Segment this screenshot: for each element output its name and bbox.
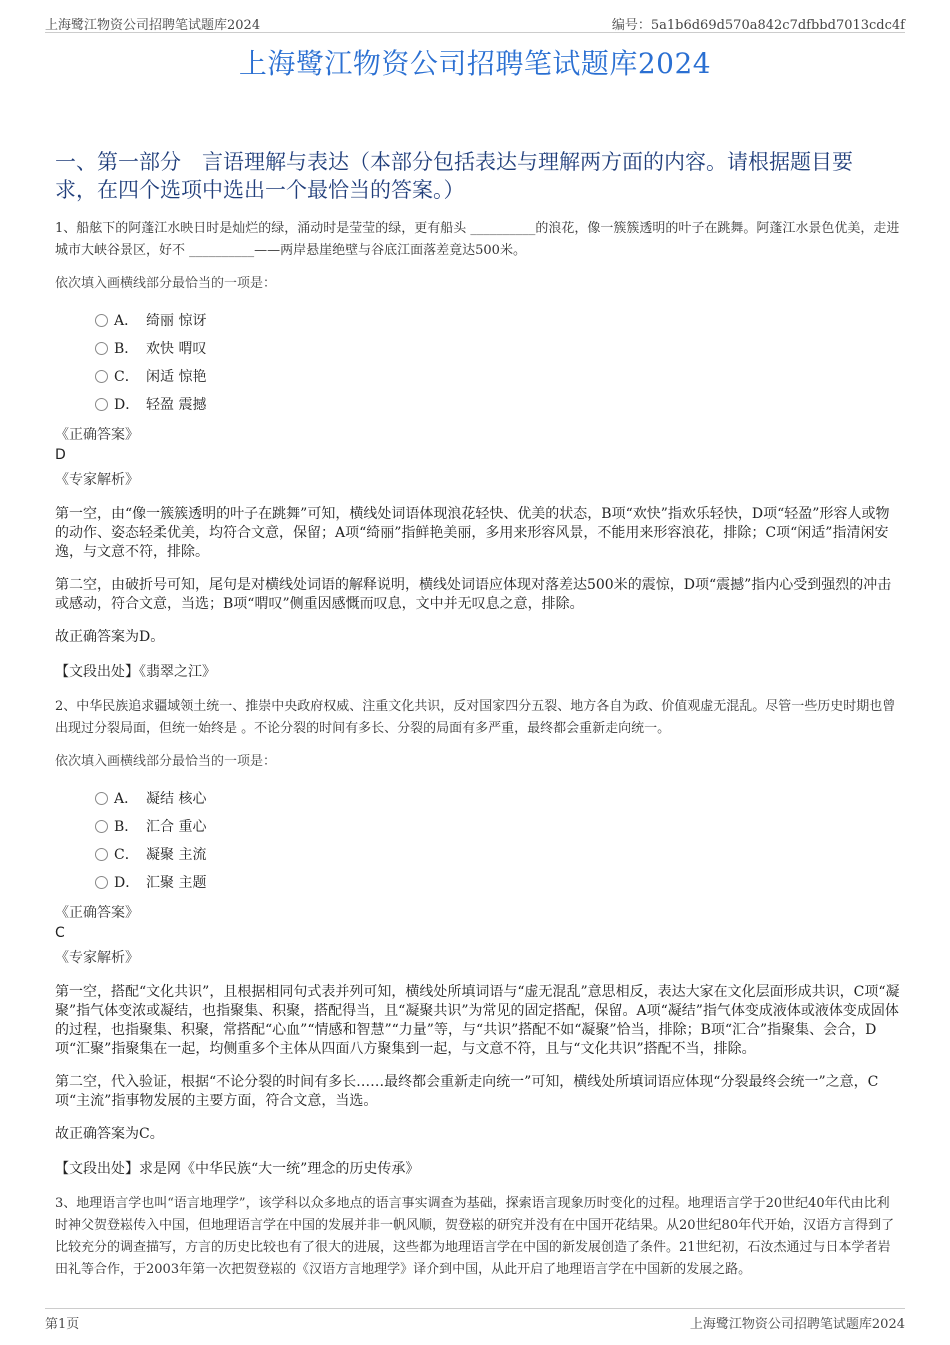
analysis-tag: 《专家解析》 [55, 950, 139, 966]
question-1-text: 1、船舷下的阿蓬江水映日时是灿烂的绿，涌动时是莹莹的绿，更有船头 __________的浪花，像一簇簇透明的叶子在跳舞。阿蓬江水景色优美，走进城市大峡谷景区，好不 __________——两岸悬崖绝壁与谷底江面落差竟达500米。 [55, 221, 900, 258]
analysis-conclusion: 故正确答案为D。 [55, 629, 165, 645]
answer-tag: 《正确答案》 [55, 427, 139, 443]
analysis-tag: 《专家解析》 [55, 472, 139, 488]
source-citation: 【文段出处】《翡翠之江》 [55, 664, 216, 680]
question-1-prompt: 依次填入画横线部分最恰当的一项是： [55, 276, 277, 291]
question-2-options [95, 785, 900, 897]
radio-icon[interactable] [95, 820, 108, 833]
question-2-text: 2、中华民族追求疆域领土统一、推崇中央政府权威、注重文化共识，反对国家四分五裂、地方各自为政、价值观虚无混乱。尽管一些历史时期也曾出现过分裂局面，但统一始终是 。不论分裂的时间有多长、分裂的局面有多严重，最终都会重新走向统一。 [55, 699, 896, 736]
option-a[interactable]: A． 绮丽 惊讶 [95, 307, 900, 335]
radio-icon[interactable] [95, 848, 108, 861]
radio-icon[interactable] [95, 876, 108, 889]
radio-icon[interactable] [95, 370, 108, 383]
radio-icon[interactable] [95, 314, 108, 327]
answer-value: C [55, 925, 65, 941]
header-doc-id: 编号：5a1b6d69d570a842c7dfbbd7013cdc4f [611, 18, 905, 33]
analysis-paragraph: 第二空，由破折号可知，尾句是对横线处词语的解释说明，横线处词语应体现对落差达500米的震惊，D项“震撼”指内心受到强烈的冲击或感动，符合文意，当选；B项“喟叹”侧重因感慨而叹息，文中并无叹息之意，排除。 [55, 577, 892, 612]
option-d[interactable]: D． 汇聚 主题 [95, 869, 900, 897]
section-heading: 一、第一部分 言语理解与表达（本部分包括表达与理解两方面的内容。请根据题目要求，在四个选项中选出一个最恰当的答案。） [55, 150, 853, 202]
analysis-paragraph: 第一空，由“像一簇簇透明的叶子在跳舞”可知，横线处词语体现浪花轻快、优美的状态，B项“欢快”指欢乐轻快，D项“轻盈”形容人或物的动作、姿态轻柔优美，均符合文意，保留；A项“绮丽”指鲜艳美丽，多用来形容风景，不能用来形容浪花，排除；C项“闲适”指清闲安逸，与文意不符，排除。 [55, 506, 890, 560]
option-b[interactable]: B． 汇合 重心 [95, 813, 900, 841]
radio-icon[interactable] [95, 398, 108, 411]
questions-area [55, 218, 900, 1281]
analysis-paragraph: 第二空，代入验证，根据“不论分裂的时间有多长……最终都会重新走向统一”可知，横线处所填词语应体现“分裂最终会统一”之意，C项“主流”指事物发展的主要方面，符合文意，当选。 [55, 1074, 879, 1109]
source-citation: 【文段出处】求是网《中华民族“大一统”理念的历史传承》 [55, 1161, 420, 1177]
document-title: 上海鹭江物资公司招聘笔试题库2024 [238, 47, 712, 80]
question-3-text: 3、地理语言学也叫“语言地理学”，该学科以众多地点的语言事实调查为基础，探索语言现象历时变化的过程。地理语言学于20世纪40年代由比利时神父贺登崧传入中国，但地理语言学在中国的发展并非一帆风顺，贺登崧的研究并没有在中国开花结果。从20世纪80年代开始，汉语方言得到了比较充分的调查描写，方言的历史比较也有了很大的进展，这些都为地理语言学在中国的新发展创造了条件。21世纪初，石汝杰通过与日本学者岩田礼等合作，于2003年第一次把贺登崧的《汉语方言地理学》译介到中国，从此开启了地理语言学在中国新的发展之路。 [55, 1196, 895, 1277]
option-d[interactable]: D． 轻盈 震撼 [95, 391, 900, 419]
radio-icon[interactable] [95, 342, 108, 355]
page-header [45, 10, 905, 33]
question-2-prompt: 依次填入画横线部分最恰当的一项是： [55, 754, 277, 769]
footer-doc-name: 上海鹭江物资公司招聘笔试题库2024 [689, 1317, 905, 1332]
page-footer [45, 1308, 905, 1332]
option-a[interactable]: A． 凝结 核心 [95, 785, 900, 813]
page-number: 第1页 [45, 1317, 80, 1332]
analysis-paragraph: 第一空，搭配“文化共识”，且根据相同句式表并列可知，横线处所填词语与“虚无混乱”意思相反，表达大家在文化层面形成共识，C项“凝聚”指气体变浓或凝结，也指聚集、积聚，搭配得当，且“凝聚共识”为常见的固定搭配，保留。A项“凝结”指气体变成液体或液体变成固体的过程，也指聚集、积聚，常搭配“心血”“情感和智慧”“力量”等，与“共识”搭配不如“凝聚”恰当，排除；B项“汇合”指聚集、会合，D项“汇聚”指聚集在一起，均侧重多个主体从四面八方聚集到一起，与文意不符，且与“文化共识”搭配不当，排除。 [55, 984, 900, 1057]
option-b[interactable]: B． 欢快 喟叹 [95, 335, 900, 363]
analysis-conclusion: 故正确答案为C。 [55, 1126, 164, 1142]
option-c[interactable]: C． 凝聚 主流 [95, 841, 900, 869]
header-doc-name: 上海鹭江物资公司招聘笔试题库2024 [45, 18, 261, 33]
radio-icon[interactable] [95, 792, 108, 805]
answer-tag: 《正确答案》 [55, 905, 139, 921]
answer-value: D [55, 447, 66, 463]
option-c[interactable]: C． 闲适 惊艳 [95, 363, 900, 391]
question-1-options [95, 307, 900, 419]
